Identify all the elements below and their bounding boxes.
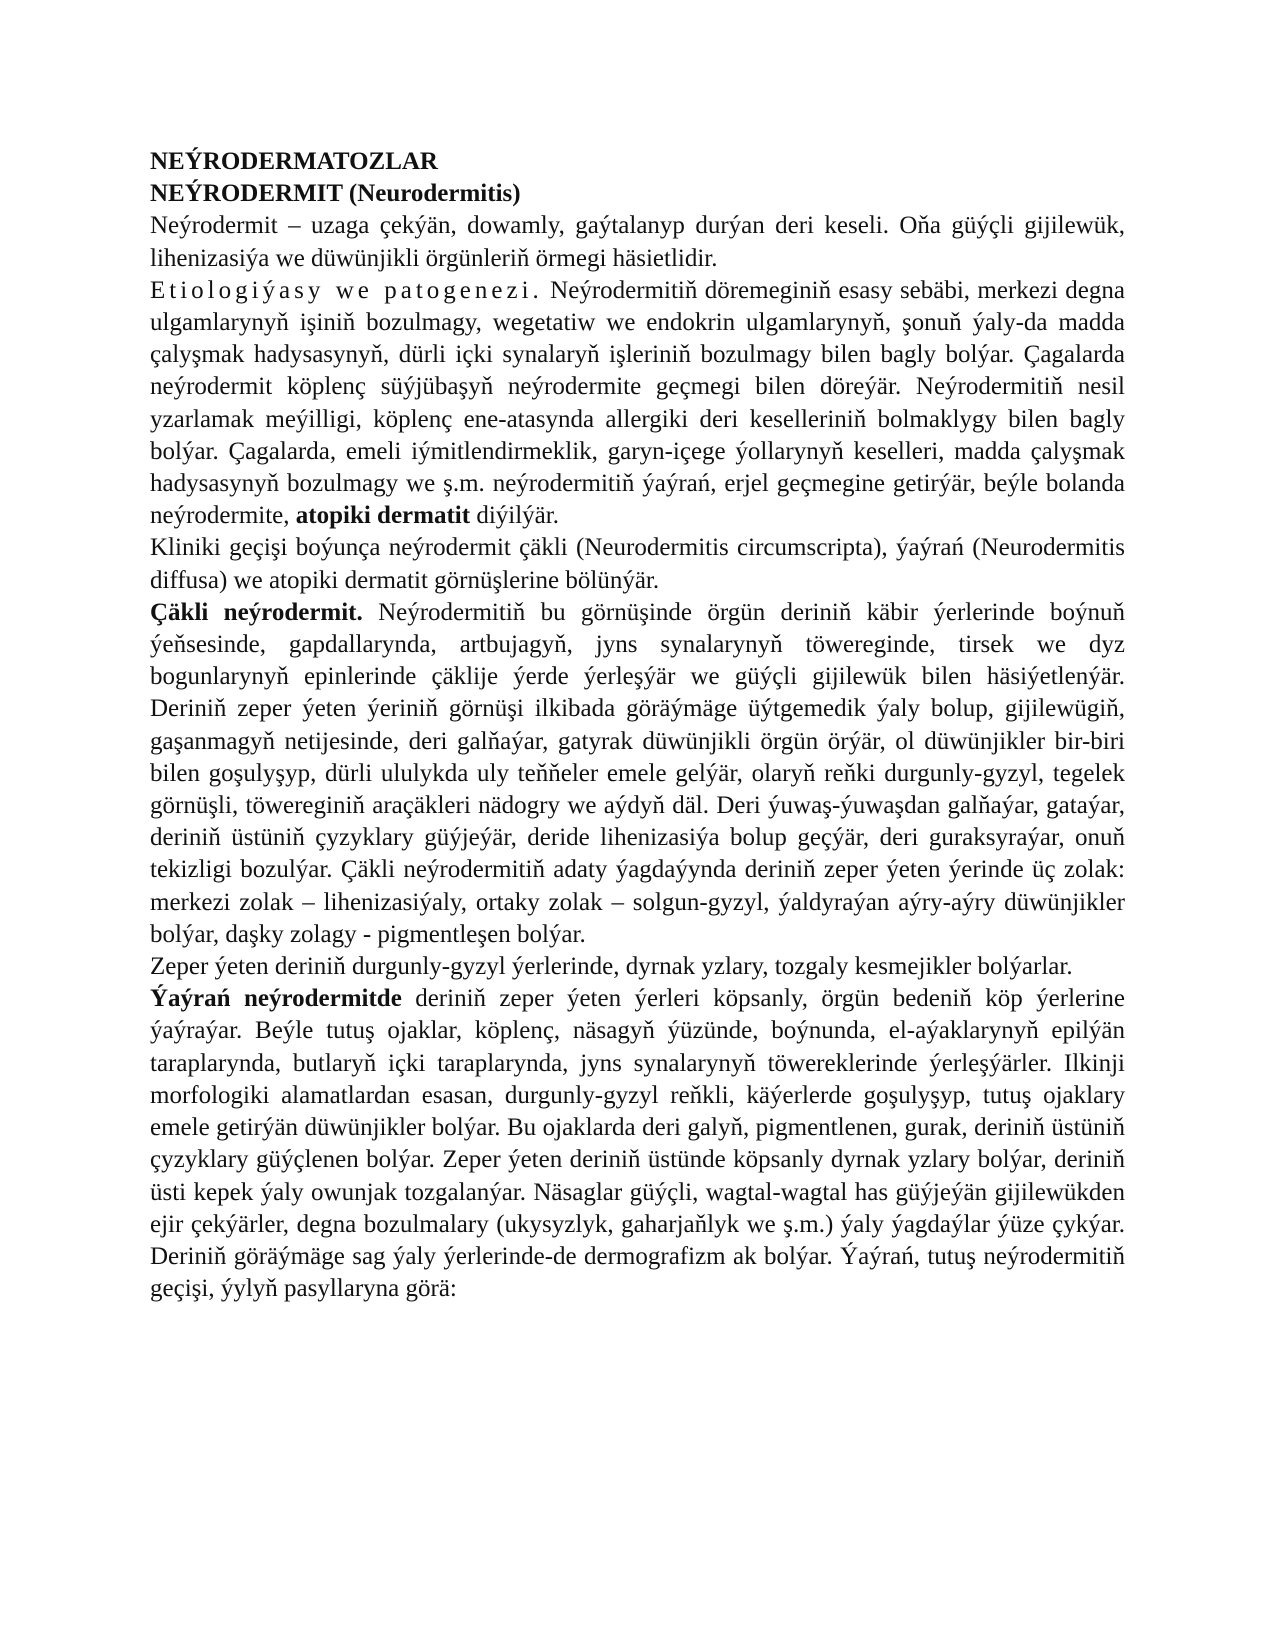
etiology-end: diýilýär.	[470, 502, 559, 530]
scratch-paragraph: Zeper ýeten deriniň durgunly-gyzyl ýerlerinde, dyrnak yzlary, tozgaly kesmejikler bolýarlar.	[150, 953, 1073, 981]
definition-paragraph: Neýrodermit – uzaga çekýän, dowamly, gaýtalanyp durýan deri keseli. Oňa güýçli gijilewük, lihenizasiýa we düwünjikli örgünleriň örmegi häsietlidir.	[150, 212, 1125, 272]
subsection-title: NEÝRODERMIT (Neurodermitis)	[150, 180, 521, 208]
localized-text: Neýrodermitiň bu görnüşinde örgün deriniň käbir ýerlerinde boýnuň ýeňsesinde, gapdallarynda, artbujagyň, jyns synalarynyň töwereginde, tirsek we dyz bogunlarynyň epinlerinde çäklije ýerde ýerleşýär we güýçli gijilewük bilen häsiýetlenýär. Deriniň zeper ýeten ýeriniň görnüşi ilkibada göräýmäge üýtgemedik ýaly bolup, gijilewügiň, gaşanmagyň netijesinde, deri galňaýar, gatyrak düwünjikli örgün örýär, ol düwünjikler bir-biri bilen goşulyşyp, dürli ululykda uly teňňeler emele gelýär, olaryň reňki durgunly-gyzyl, tegelek görnüşli, töwereginiň araçäkleri nädogry we aýdyň däl. Deri ýuwaş-ýuwaşdan galňaýar, gataýar, deriniň üstüniň çyzyklary güýjeýär, deride lihenizasiýa bolup geçýär, deri guraksyraýar, onuň tekizligi bozulýar. Çäkli neýrodermitiň adaty ýagdaýynda deriniň zeper ýeten ýerinde üç zolak: merkezi zolak – lihenizasiýaly, ortaky zolak – solgun-gyzyl, ýaldyraýan aýry-aýry düwünjikler bolýar, daşky zolagy - pigmentleşen bolýar.	[150, 598, 1125, 948]
diffuse-text: deriniň zeper ýeten ýerleri köpsanly, örgün bedeniň köp ýerlerine ýaýraýar. Beýle tutuş ojaklar, köplenç, näsagyň ýüzünde, boýnunda, el-aýaklarynyň epilýän taraplarynda, butlaryň içki taraplarynda, jyns synalarynyň töwereklerinde ýerleşýärler. Ilkinji morfologiki alamatlardan esasan, durgunly-gyzyl reňkli, käýerlerde goşulyşyp, tutuş ojaklary emele getirýän düwünjikler bolýar. Bu ojaklarda deri galyň, pigmentlenen, gurak, deriniň üstüniň çyzyklary güýçlenen bolýar. Zeper ýeten deriniň üstünde köpsanly dyrnak yzlary bolýar, deriniň üsti kepek ýaly owunjak tozgalanýar. Näsaglar güýçli, wagtal-wagtal has güýjeýän gijilewükden ejir çekýärler, degna bozulmalary (ukysyzlyk, gaharjaňlyk we ş.m.) ýaly ýagdaýlar ýüze çykýar. Deriniň göräýmäge sag ýaly ýerlerinde-de dermografizm ak bolýar. Ýaýrań, tutuş neýrodermitiň geçişi, ýylyň pasyllaryna görä:	[150, 985, 1125, 1303]
etiology-paragraph	[150, 275, 1125, 533]
atopic-dermatitis-term: atopiki dermatit	[295, 502, 471, 530]
document-body	[150, 146, 1125, 1305]
diffuse-paragraph	[150, 983, 1125, 1305]
etiology-heading: Etiologiýasy we patogenezi.	[150, 276, 543, 304]
etiology-text: Neýrodermitiň döremeginiň esasy sebäbi, merkezi degna ulgamlarynyň işiniň bozulmagy, wegetatiw we endokrin ulgamlarynyň, şonuň ýaly-da madda çalyşmak hadysasynyň, dürli içki synalaryň işleriniň bozulmagy bilen bagly bolýar. Çagalarda neýrodermit köplenç süýjübaşyň neýrodermite geçmegi bilen döreýär. Neýrodermitiň nesil yzarlamak meýilligi, köplenç ene-atasynda allergiki deri keselleriniň bolmaklygy bilen bagly bolýar. Çagalarda, emeli iýmitlendirmeklik, garyn-içege ýollarynyň keselleri, madda çalyşmak hadysasynyň bozulmagy we ş.m. neýrodermitiň ýaýrań, erjel geçmegine getirýär, beýle bolanda neýrodermite,	[150, 276, 1125, 530]
localized-paragraph	[150, 597, 1125, 951]
classification-paragraph: Kliniki geçişi boýunça neýrodermit çäkli (Neurodermitis circumscripta), ýaýrań (Neurodermitis diffusa) we atopiki dermatit görnüşlerine bölünýär.	[150, 534, 1125, 594]
section-title: NEÝRODERMATOZLAR	[150, 148, 438, 175]
localized-heading: Çäkli neýrodermit.	[150, 598, 363, 626]
diffuse-heading: Ýaýrań neýrodermitde	[150, 985, 402, 1013]
